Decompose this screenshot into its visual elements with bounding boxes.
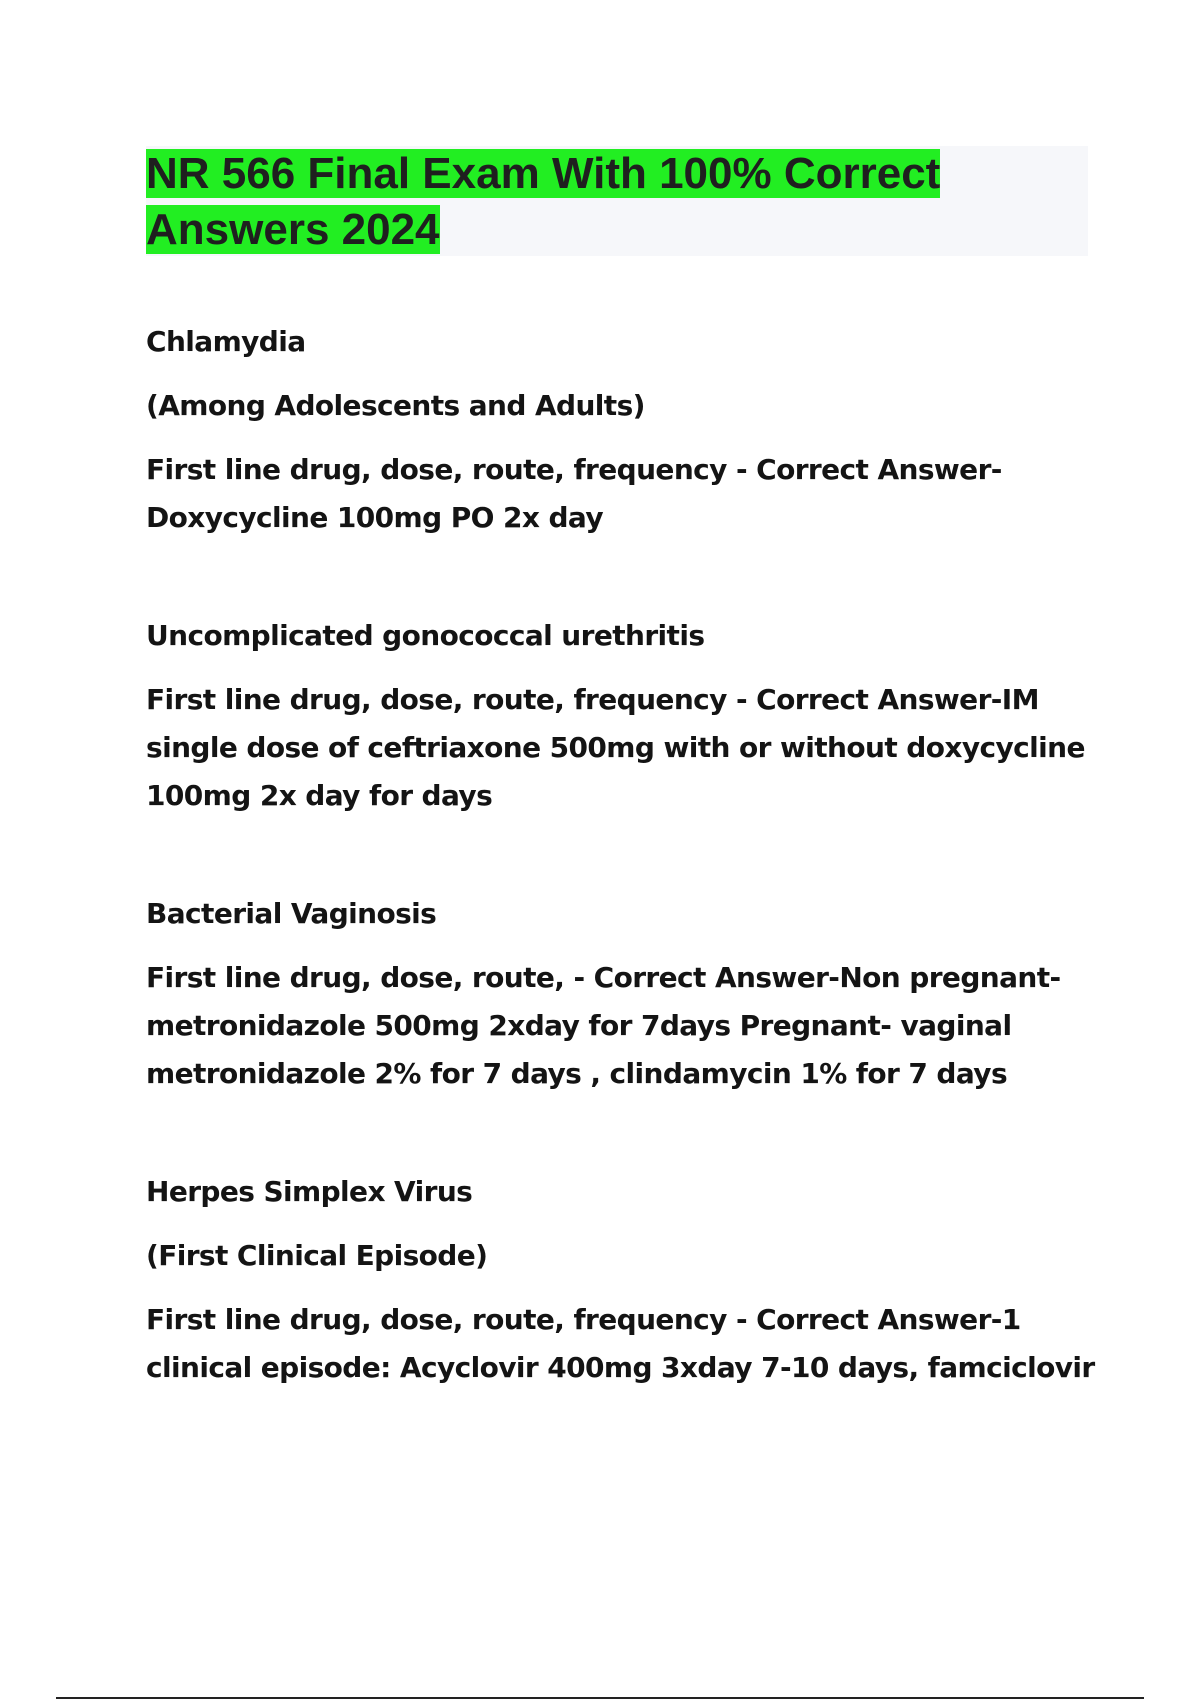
qa-entry-herpes xyxy=(146,1168,1096,1392)
question-heading: Chlamydia xyxy=(146,325,306,358)
title-line-1: NR 566 Final Exam With 100% Correct xyxy=(146,149,941,198)
question-subheading: (First Clinical Episode) xyxy=(146,1239,488,1272)
question-heading: Bacterial Vaginosis xyxy=(146,897,437,930)
answer-line: First line drug, dose, route, frequency - Correct Answer- xyxy=(146,453,1002,486)
answer-line: First line drug, dose, route, - Correct Answer-Non pregnant- xyxy=(146,961,1061,994)
question-answer xyxy=(146,1296,1096,1392)
answer-line: metronidazole 500mg 2xday for 7days Pregnant- vaginal xyxy=(146,1009,1012,1042)
question-answer xyxy=(146,446,1096,542)
answer-line: First line drug, dose, route, frequency - Correct Answer-IM xyxy=(146,683,1039,716)
qa-list xyxy=(146,318,1096,1392)
answer-line: First line drug, dose, route, frequency - Correct Answer-1 xyxy=(146,1303,1021,1336)
answer-line: 100mg 2x day for days xyxy=(146,779,493,812)
answer-line: Doxycycline 100mg PO 2x day xyxy=(146,501,604,534)
question-heading: Uncomplicated gonococcal urethritis xyxy=(146,619,705,652)
document-title xyxy=(146,146,1088,258)
footer-divider xyxy=(56,1697,1144,1699)
answer-line: single dose of ceftriaxone 500mg with or without doxycycline xyxy=(146,731,1085,764)
answer-line: metronidazole 2% for 7 days , clindamycin 1% for 7 days xyxy=(146,1057,1008,1090)
question-answer xyxy=(146,676,1096,820)
question-subheading: (Among Adolescents and Adults) xyxy=(146,389,645,422)
title-line-2: Answers 2024 xyxy=(146,205,440,254)
question-heading: Herpes Simplex Virus xyxy=(146,1175,473,1208)
title-block xyxy=(146,146,1088,256)
question-answer xyxy=(146,954,1096,1098)
qa-entry-chlamydia xyxy=(146,318,1096,542)
qa-entry-bacterial-vaginosis xyxy=(146,890,1096,1098)
qa-entry-gonococcal xyxy=(146,612,1096,820)
answer-line: clinical episode: Acyclovir 400mg 3xday 7-10 days, famciclovir xyxy=(146,1351,1095,1384)
